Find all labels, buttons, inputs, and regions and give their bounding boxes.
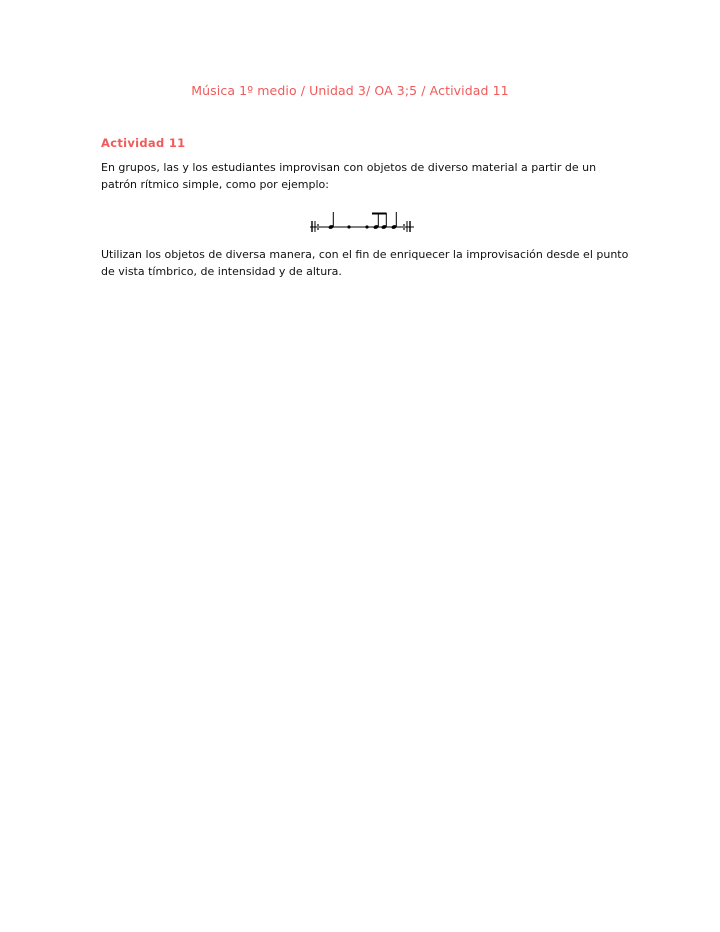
note-head bbox=[347, 225, 350, 228]
activity-heading: Actividad 11 bbox=[101, 136, 186, 150]
document-header-title: Música 1º medio / Unidad 3/ OA 3;5 / Actividad 11 bbox=[191, 83, 509, 98]
rhythm-pattern-figure bbox=[308, 207, 418, 233]
note-head bbox=[365, 225, 368, 228]
activity-followup: Utilizan los objetos de diversa manera, con el fin de enriquecer la improvisación desde el punto de vista tímbrico, de intensidad y de altura. bbox=[101, 248, 629, 278]
repeat-dot bbox=[403, 228, 405, 230]
activity-description: En grupos, las y los estudiantes improvisan con objetos de diverso material a partir de un patrón rítmico simple, como por ejemplo: bbox=[101, 161, 597, 191]
repeat-dot bbox=[317, 224, 319, 226]
repeat-dot bbox=[403, 224, 405, 226]
repeat-dot bbox=[317, 228, 319, 230]
